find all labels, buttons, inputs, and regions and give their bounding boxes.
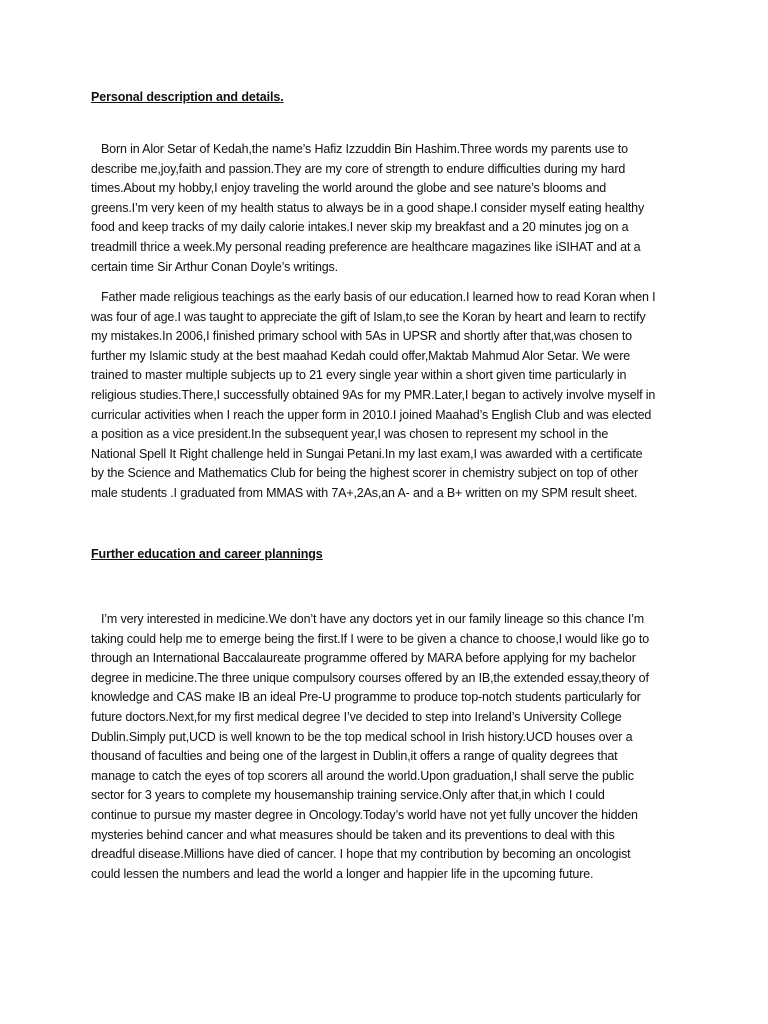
text-line: by the Science and Mathematics Club for being the highest scorer in chemistry subject on top of other bbox=[91, 466, 638, 481]
text-line: religious studies.There,I successfully obtained 9As for my PMR.Later,I began to actively involve myself in bbox=[91, 387, 656, 402]
paragraph-education-background bbox=[91, 288, 691, 504]
text-line: food and keep tracks of my daily calorie intakes.I never skip my breakfast and a 20 minutes jog on a bbox=[91, 220, 629, 235]
text-line: times.About my hobby,I enjoy traveling the world around the globe and see nature’s blooms and bbox=[91, 181, 607, 196]
section-heading-personal: Personal description and details. bbox=[91, 90, 284, 104]
text-line: mysteries behind cancer and what measures should be taken and its preventions to deal with this bbox=[91, 827, 615, 842]
text-line: taking could help me to emerge being the first.If I were to be given a chance to choose,I would like go to bbox=[91, 631, 650, 646]
text-line: was four of age.I was taught to appreciate the gift of Islam,to see the Koran by heart and learn to rectify bbox=[91, 309, 646, 324]
text-line: future doctors.Next,for my first medical degree I’ve decided to step into Ireland’s University College bbox=[91, 709, 622, 724]
text-line: further my Islamic study at the best maahad Kedah could offer,Maktab Mahmud Alor Setar. We were bbox=[91, 348, 631, 363]
text-line: certain time Sir Arthur Conan Doyle’s writings. bbox=[91, 259, 338, 274]
text-line: trained to master multiple subjects up to 21 every single year within a short given time particularly in bbox=[91, 368, 627, 383]
text-line: describe me,joy,faith and passion.They are my core of strength to endure difficulties during my hard bbox=[91, 161, 626, 176]
text-line: greens.I’m very keen of my health status to always be in a good shape.I consider myself eating healthy bbox=[91, 200, 645, 215]
text-line: male students .I graduated from MMAS with 7A+,2As,an A- and a B+ written on my SPM result sheet. bbox=[91, 485, 638, 500]
text-line: thousand of faculties and being one of the largest in Dublin,it offers a range of quality degrees that bbox=[91, 749, 618, 764]
text-line: Father made religious teachings as the early basis of our education.I learned how to read Koran when I bbox=[91, 290, 656, 304]
text-line: could lessen the numbers and lead the world a longer and happier life in the upcoming future. bbox=[91, 866, 594, 881]
text-line: sector for 3 years to complete my housemanship training service.Only after that,in which I could bbox=[91, 788, 605, 803]
text-line: Dublin.Simply put,UCD is well known to be the top medical school in Irish history.UCD houses over a bbox=[91, 729, 633, 744]
text-line: continue to pursue my master degree in Oncology.Today’s world have not yet fully uncover the hidden bbox=[91, 807, 638, 822]
section-heading-further-education: Further education and career plannings bbox=[91, 547, 323, 561]
text-line: my mistakes.In 2006,I finished primary school with 5As in UPSR and shortly after that,was chosen to bbox=[91, 329, 632, 344]
text-line: a position as a vice president.In the subsequent year,I was chosen to represent my school in the bbox=[91, 427, 609, 442]
text-line: manage to catch the eyes of top scorers all around the world.Upon graduation,I shall serve the public bbox=[91, 768, 634, 783]
text-line: degree in medicine.The three unique compulsory courses offered by an IB,the extended essay,theory of bbox=[91, 670, 649, 685]
text-line: treadmill thrice a week.My personal reading preference are healthcare magazines like iSIHAT and at a bbox=[91, 239, 641, 254]
text-line: Born in Alor Setar of Kedah,the name’s Hafiz Izzuddin Bin Hashim.Three words my parents use to bbox=[91, 142, 628, 156]
text-line: National Spell It Right challenge held in Sungai Petani.In my last exam,I was awarded with a certificate bbox=[91, 446, 643, 461]
text-line: through an International Baccalaureate programme offered by MARA before applying for my bachelor bbox=[91, 651, 636, 666]
text-line: curricular activities when I reach the upper form in 2010.I joined Maahad’s English Club and was elected bbox=[91, 407, 652, 422]
text-line: I’m very interested in medicine.We don’t have any doctors yet in our family lineage so this chance I’m bbox=[91, 612, 645, 626]
paragraph-personal-description bbox=[91, 140, 691, 277]
text-line: dreadful disease.Millions have died of cancer. I hope that my contribution by becoming an oncologist bbox=[91, 847, 631, 862]
text-line: knowledge and CAS make IB an ideal Pre-U programme to produce top-notch students particularly for bbox=[91, 690, 641, 705]
paragraph-career-plans bbox=[91, 610, 691, 884]
